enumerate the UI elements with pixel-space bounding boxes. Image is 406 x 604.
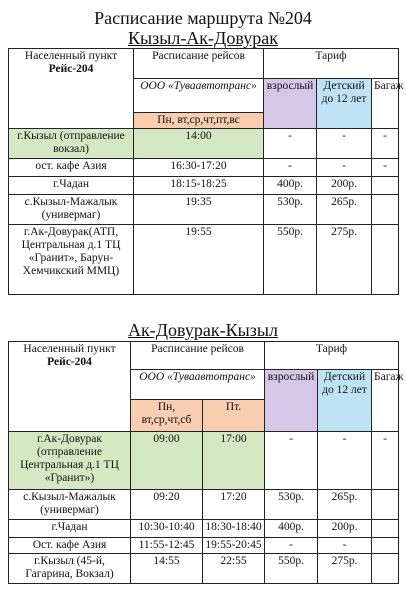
header-adult: взрослый bbox=[265, 370, 318, 432]
header-child: Детский до 12 лет bbox=[318, 370, 372, 432]
header-schedule: Расписание рейсов bbox=[131, 342, 265, 370]
route2-title: Ак-Довурак-Кызыл bbox=[128, 320, 278, 340]
header-place: Населенный пункт Рейс-204 bbox=[9, 342, 131, 432]
table-row: г.Ак-Довурак(АТП, Центральная д.1 ТЦ «Гранит», Барун-Хемчикский ММЦ) 19:55 550р. 275р. bbox=[9, 225, 399, 295]
header-company: ООО «Туваавтотранс» bbox=[131, 370, 265, 400]
header-days: Пн, вт,ср,чт,пт,вс bbox=[134, 113, 264, 129]
schedule-table-1 bbox=[8, 48, 404, 295]
table-row: г.Чадан 10:30-10:40 18:30-18:40 400р. 200р. bbox=[9, 520, 399, 538]
header-days-2: Пт. bbox=[203, 400, 265, 432]
header-adult: взрослый bbox=[264, 79, 317, 129]
table-row: Ост. кафе Азия 11:55-12:45 19:55-20:45 - - bbox=[9, 538, 399, 554]
header-bag: Багаж bbox=[372, 370, 399, 432]
header-company: ООО «Туваавтотранс» bbox=[134, 79, 264, 113]
header-bag: Багаж bbox=[372, 79, 399, 129]
schedule-table-2 bbox=[8, 341, 404, 584]
table-row: ост. кафе Азия 16:30-17:20 - - - bbox=[9, 159, 399, 177]
header-tariff: Тариф bbox=[264, 49, 399, 79]
header-days-1: Пн, вт,ср,чт,сб bbox=[131, 400, 203, 432]
header-child: Детский до 12 лет bbox=[317, 79, 372, 129]
table-row: с.Кызыл-Мажалык (универмаг) 09:20 17:20 530р. 265р. bbox=[9, 490, 399, 520]
table-row: г.Кызыл (отправление вокзал) 14:00 - - - bbox=[9, 129, 399, 159]
table-row: с.Кызыл-Мажалык (универмаг) 19:35 530р. 265р. bbox=[9, 195, 399, 225]
doc-title: Расписание маршрута №204 bbox=[94, 8, 312, 28]
header-tariff: Тариф bbox=[265, 342, 399, 370]
route1-title: Кызыл-Ак-Довурак bbox=[128, 28, 278, 48]
table-row: г.Ак-Довурак (отправление Центральная д.1 ТЦ «Гранит») 09:00 17:00 - - - bbox=[9, 432, 399, 490]
table-row: г.Чадан 18:15-18:25 400р. 200р. bbox=[9, 177, 399, 195]
table-row: г.Кызыл (45-й, Гагарина, Вокзал) 14:55 22:55 550р. 275р. bbox=[9, 554, 399, 584]
header-schedule: Расписание рейсов bbox=[134, 49, 264, 79]
header-place: Населенный пункт Рейс-204 bbox=[9, 49, 134, 129]
